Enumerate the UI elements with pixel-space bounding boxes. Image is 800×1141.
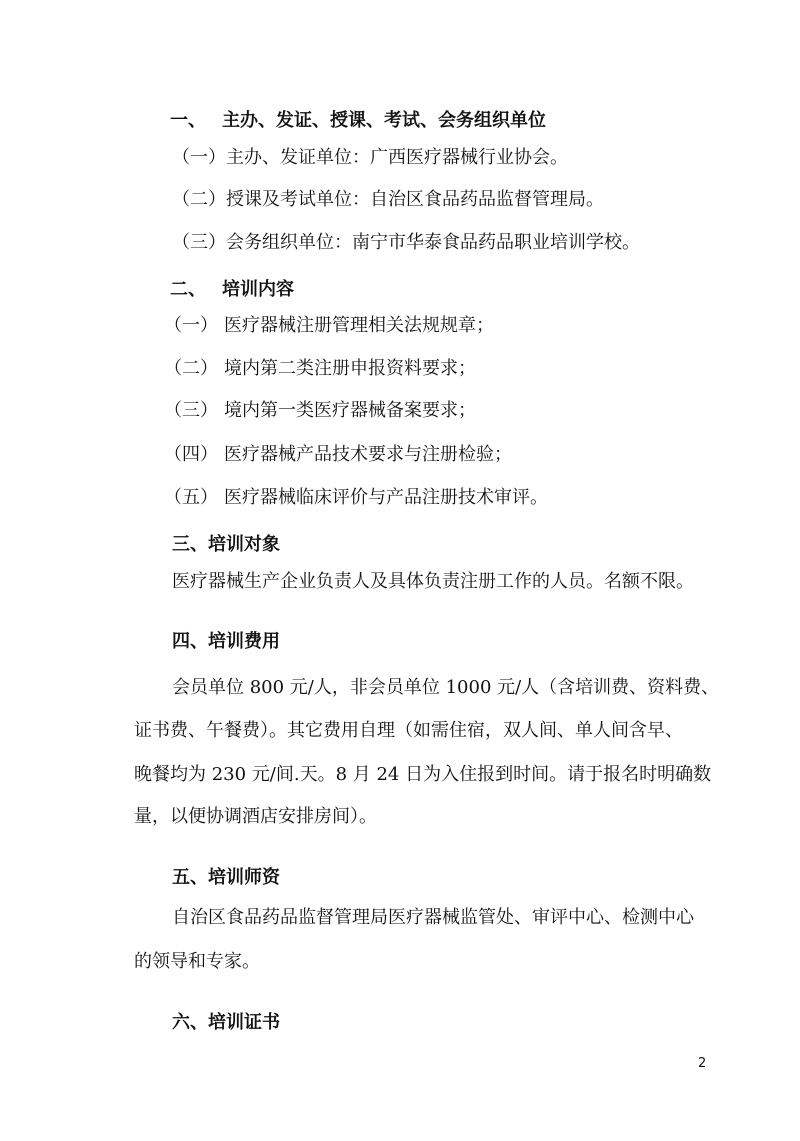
section-4-line-3: 晚餐均为 230 元/间.天。8 月 24 日为入住报到时间。请于报名时明确数 — [134, 764, 712, 785]
section-2-item-4-text: 医疗器械产品技术要求与注册检验； — [224, 444, 512, 465]
section-2-item-5 — [164, 486, 548, 510]
section-2-item-3-number: （三） — [164, 400, 218, 421]
section-2-item-2 — [164, 357, 476, 381]
section-2-title: 培训内容 — [222, 279, 294, 300]
section-1-item-2: （二）授课及考试单位：自治区食品药品监督管理局。 — [172, 189, 604, 210]
section-4-heading: 四、培训费用 — [172, 631, 280, 652]
section-2-heading — [170, 278, 294, 302]
section-2-item-2-text: 境内第二类注册申报资料要求； — [224, 358, 476, 379]
section-2-number: 二、 — [170, 279, 206, 300]
section-5-heading: 五、培训师资 — [172, 867, 280, 888]
section-3-heading: 三、培训对象 — [172, 534, 280, 555]
section-4-line-1: 会员单位 800 元/人，非会员单位 1000 元/人（含培训费、资料费、 — [172, 677, 720, 698]
section-2-item-1 — [164, 314, 494, 338]
page-number: 2 — [698, 1056, 707, 1071]
section-1-item-1: （一）主办、发证单位：广西医疗器械行业协会。 — [172, 147, 568, 168]
section-5-line-1: 自治区食品药品监督管理局医疗器械监管处、审评中心、检测中心 — [172, 907, 694, 928]
section-4-line-2: 证书费、午餐费）。其它费用自理（如需住宿，双人间、单人间含早、 — [134, 720, 683, 741]
section-2-item-1-text: 医疗器械注册管理相关法规规章； — [224, 315, 494, 336]
section-2-item-5-number: （五） — [164, 487, 218, 508]
section-2-item-4-number: （四） — [164, 444, 218, 465]
section-1-heading — [170, 109, 546, 133]
section-1-item-3: （三）会务组织单位：南宁市华泰食品药品职业培训学校。 — [172, 232, 640, 253]
section-1-number: 一、 — [170, 110, 206, 131]
section-2-item-3 — [164, 399, 476, 423]
section-6-heading: 六、培训证书 — [172, 1012, 280, 1033]
section-2-item-1-number: （一） — [164, 315, 218, 336]
section-2-item-5-text: 医疗器械临床评价与产品注册技术审评。 — [224, 487, 548, 508]
section-2-item-4 — [164, 443, 512, 467]
section-2-item-3-text: 境内第一类医疗器械备案要求； — [224, 400, 476, 421]
section-5-line-2: 的领导和专家。 — [134, 951, 260, 972]
section-1-title: 主办、发证、授课、考试、会务组织单位 — [222, 110, 546, 131]
section-4-line-4: 量，以便协调酒店安排房间）。 — [134, 806, 377, 827]
section-3-body: 医疗器械生产企业负责人及具体负责注册工作的人员。名额不限。 — [172, 571, 694, 592]
section-2-item-2-number: （二） — [164, 358, 218, 379]
